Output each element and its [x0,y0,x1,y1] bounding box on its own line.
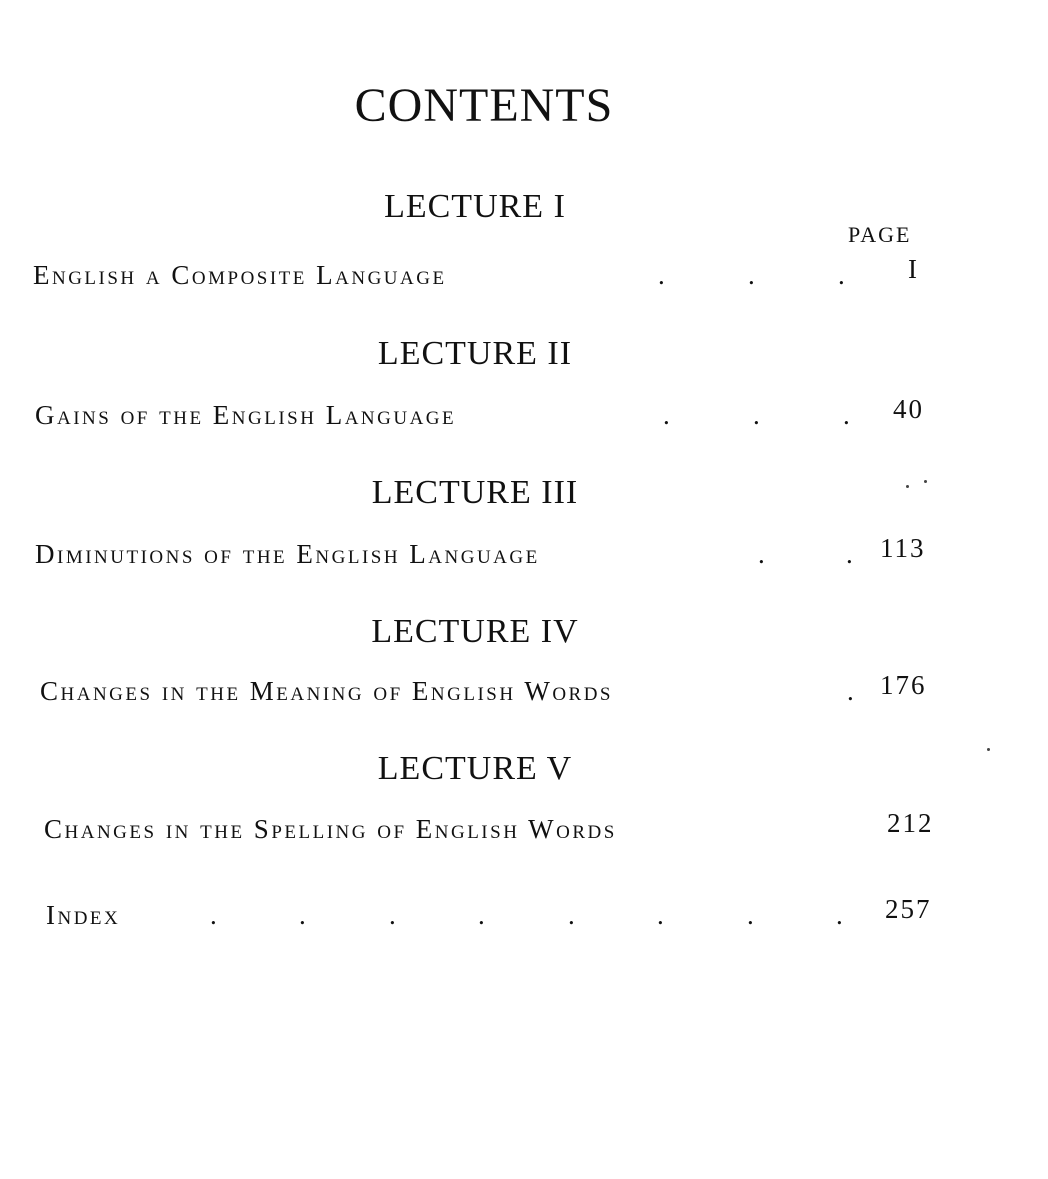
toc-entry-title: English a Composite Language [33,260,447,290]
toc-entry-page: 257 [885,894,932,924]
lecture-heading-5: LECTURE V [377,750,573,787]
toc-entry-page: 176 [880,670,927,700]
scan-speck [987,748,990,751]
scan-speck [906,485,909,488]
toc-entry-2[interactable]: Gains of the English Language . . . 40 [35,394,924,430]
lecture-heading-1: LECTURE I [384,188,566,225]
toc-entry-page: 40 [893,394,924,424]
toc-entry-title: Gains of the English Language [35,400,457,430]
toc-entry-title: Diminutions of the English Language [35,539,540,569]
scan-speck [924,480,927,483]
lecture-heading-4: LECTURE IV [371,613,579,650]
toc-entry-page: I [908,254,919,284]
page-title: CONTENTS [354,79,614,132]
toc-entry-page: 212 [887,808,934,838]
toc-entry-title: Index [46,900,121,930]
lecture-heading-3: LECTURE III [371,474,579,511]
toc-entry-3[interactable]: Diminutions of the English Language . . 113 [35,533,926,569]
toc-entry-4[interactable]: Changes in the Meaning of English Words . 176 [40,670,927,706]
page-column-label: PAGE [848,222,912,247]
toc-entry-1[interactable]: English a Composite Language . . . I [33,254,919,290]
lecture-heading-2: LECTURE II [377,335,573,372]
toc-entry-5[interactable] [0,808,1048,856]
toc-entry-title: Changes in the Spelling of English Words [44,814,617,844]
toc-entry-title: Changes in the Meaning of English Words [40,676,613,706]
toc-entry-index[interactable]: Index . . . . . . . . 257 [46,894,932,930]
toc-entry-page: 113 [880,533,926,563]
